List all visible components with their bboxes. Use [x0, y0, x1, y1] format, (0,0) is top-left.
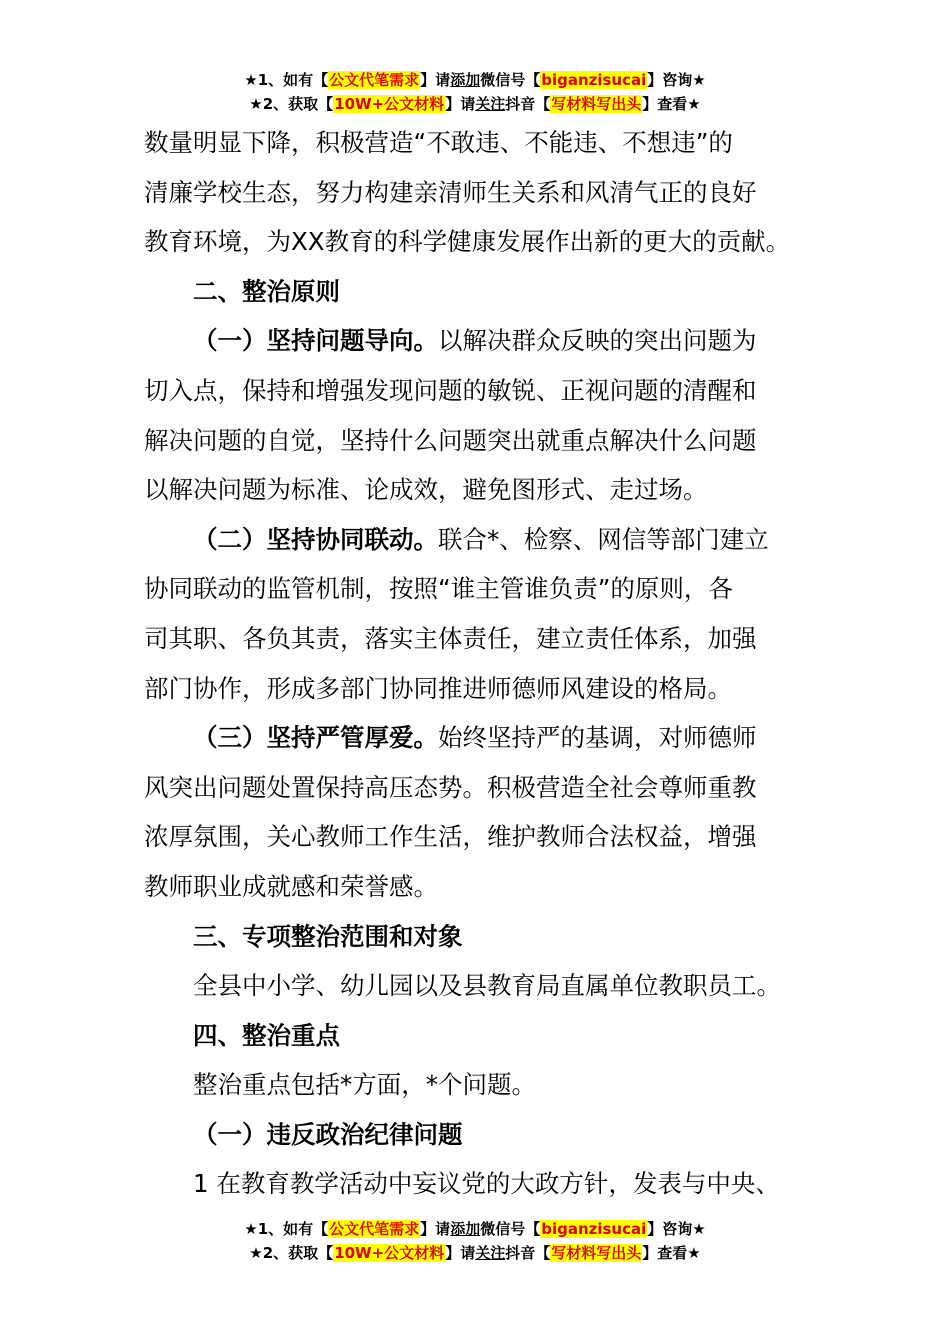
- body-text: 联合*、检察、网信等部门建立: [438, 524, 769, 554]
- body-line: 部门协作，形成多部门协同推进师德师风建设的格局。: [144, 673, 732, 703]
- body-text: 以解决群众反映的突出问题为: [438, 326, 757, 356]
- highlight-materials: 10W+公文材料: [334, 1244, 445, 1262]
- banner-text: 2、获取【: [262, 95, 334, 113]
- banner-text: 】请: [420, 71, 451, 89]
- banner-text: 微信号【: [480, 1220, 541, 1238]
- banner-text: 微信号【: [480, 71, 541, 89]
- banner-line-1: [0, 1217, 950, 1241]
- body-line: 教师职业成就感和荣誉感。: [144, 871, 438, 901]
- section-heading: 二、整治原则: [193, 276, 340, 306]
- banner-text: 】请: [445, 1244, 476, 1262]
- highlight-service: 公文代笔需求: [329, 1220, 420, 1238]
- star-icon: ★: [244, 1220, 258, 1238]
- body-line: 整治重点包括*方面，*个问题。: [193, 1070, 536, 1100]
- body-line: 1 在教育教学活动中妄议党的大政方针，发表与中央、: [193, 1169, 780, 1199]
- banner-text: 】咨询★: [647, 1220, 706, 1238]
- body-line: 教育环境，为XX教育的科学健康发展作出新的更大的贡献。: [144, 227, 791, 257]
- subsection-heading: （一）违反政治纪律问题: [193, 1119, 463, 1149]
- banner-text: 】查看★: [642, 95, 701, 113]
- banner-text: 】查看★: [642, 1244, 701, 1262]
- highlight-wechat-id: biganzisucai: [541, 1220, 647, 1238]
- banner-line-1: [0, 68, 950, 92]
- subsection-heading: （一）坚持问题导向。: [193, 326, 438, 356]
- body-line: 司其职、各负其责，落实主体责任，建立责任体系，加强: [144, 623, 757, 653]
- paragraph-start: [144, 713, 824, 763]
- highlight-douyin-account: 写材料写出头: [551, 1244, 642, 1262]
- banner-text: 2、获取【: [262, 1244, 334, 1262]
- banner-text: 1、如有【: [257, 1220, 329, 1238]
- banner-text: 】咨询★: [647, 71, 706, 89]
- highlight-wechat-id: biganzisucai: [541, 71, 647, 89]
- body-text: 始终坚持严的基调，对师德师: [438, 723, 757, 753]
- footer-banner: [0, 1217, 950, 1265]
- body-line: 浓厚氛围，关心教师工作生活，维护教师合法权益，增强: [144, 822, 757, 852]
- banner-text: 】请: [420, 1220, 451, 1238]
- banner-line-2: [0, 1241, 950, 1265]
- section-heading: 三、专项整治范围和对象: [193, 921, 463, 951]
- star-icon: ★: [249, 1244, 263, 1262]
- body-line: 协同联动的监管机制，按照“谁主管谁负责”的原则，各: [144, 574, 733, 604]
- banner-line-2: [0, 92, 950, 116]
- body-line: 以解决问题为标准、论成效，避免图形式、走过场。: [144, 475, 708, 505]
- body-line: 风突出问题处置保持高压态势。积极营造全社会尊师重教: [144, 772, 757, 802]
- body-line: 数量明显下降，积极营造“不敢违、不能违、不想违”的: [144, 128, 733, 157]
- highlight-douyin-account: 写材料写出头: [551, 95, 642, 113]
- body-line: 切入点，保持和增强发现问题的敏锐、正视问题的清醒和: [144, 375, 757, 405]
- body-line: 全县中小学、幼儿园以及县教育局直属单位教职员工。: [193, 971, 781, 1001]
- section-heading: 四、整治重点: [193, 1020, 340, 1050]
- banner-text: 添加: [450, 71, 481, 89]
- header-banner: [0, 68, 950, 116]
- body-line: 解决问题的自觉，坚持什么问题突出就重点解决什么问题: [144, 425, 757, 455]
- paragraph-start: [144, 515, 824, 565]
- banner-text: 1、如有【: [257, 71, 329, 89]
- paragraph-start: [144, 316, 824, 366]
- banner-text: 添加: [450, 1220, 481, 1238]
- body-line: 清廉学校生态，努力构建亲清师生关系和风清气正的良好: [144, 177, 757, 207]
- subsection-heading: （二）坚持协同联动。: [193, 524, 438, 554]
- banner-text: 关注: [475, 1244, 506, 1262]
- banner-text: 抖音【: [505, 95, 551, 113]
- banner-text: 】请: [445, 95, 476, 113]
- document-body: [144, 118, 824, 1209]
- highlight-materials: 10W+公文材料: [334, 95, 445, 113]
- highlight-service: 公文代笔需求: [329, 71, 420, 89]
- banner-text: 关注: [475, 95, 506, 113]
- subsection-heading: （三）坚持严管厚爱。: [193, 723, 438, 753]
- star-icon: ★: [244, 71, 258, 89]
- banner-text: 抖音【: [505, 1244, 551, 1262]
- star-icon: ★: [249, 95, 263, 113]
